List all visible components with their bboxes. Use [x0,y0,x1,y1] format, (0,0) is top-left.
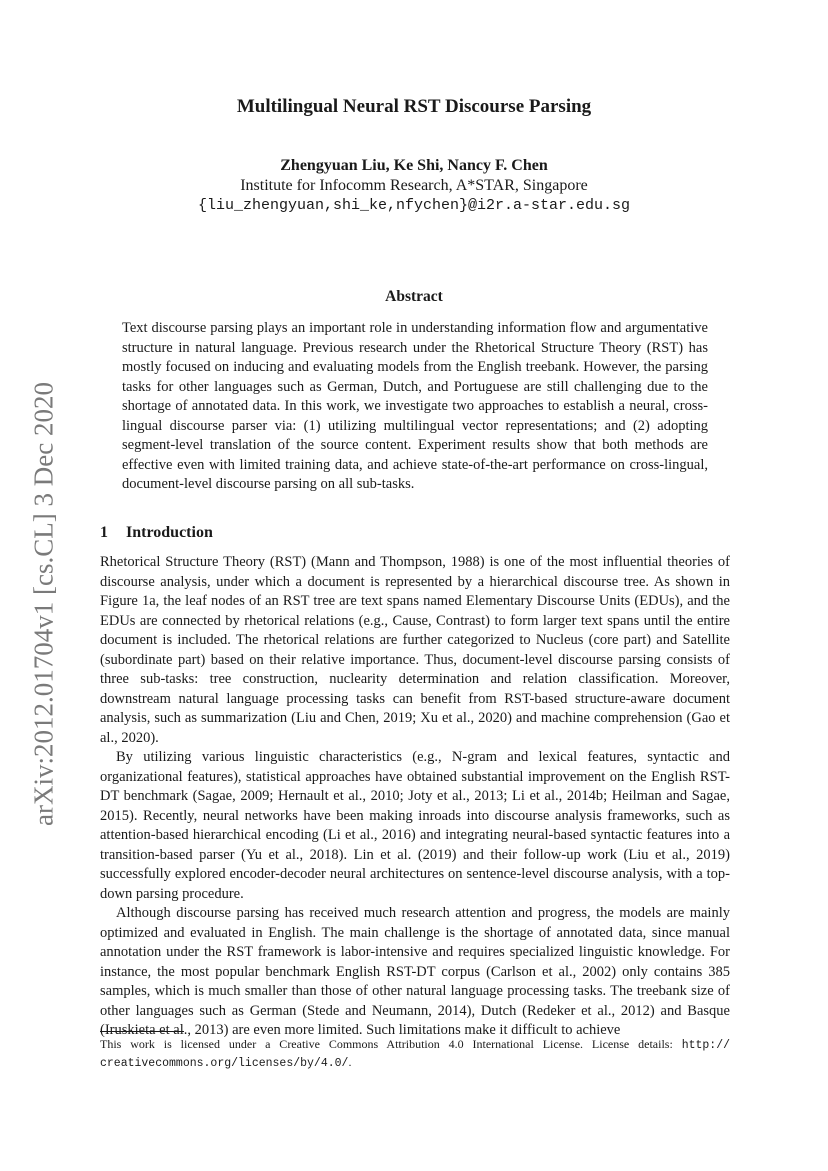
section-body [100,553,730,1041]
author-email: {liu_zhengyuan,shi_ke,nfychen}@i2r.a-star.edu.sg [197,197,631,214]
license-footnote: This work is licensed under a Creative Commons Attribution 4.0 International License. License details: http:// creativecommons.org/licenses/by/4.0/. [100,1037,730,1070]
section-number: 1 [100,524,108,541]
arxiv-stamp: arXiv:2012.01704v1 [cs.CL] 3 Dec 2020 [28,382,59,826]
author-affiliation: Institute for Infocomm Research, A*STAR, Singapore [240,177,588,194]
section-heading [100,524,213,542]
section-title: Introduction [126,524,213,541]
intro-paragraph: Although discourse parsing has received much research attention and progress, the models are mainly optimized and evaluated in English. The main challenge is the shortage of annotated data, since manual annotation under the RST framework is labor-intensive and requires specialized linguistic knowledge. For instance, the most popular benchmark English RST-DT corpus (Carlson et al., 2002) only contains 385 samples, which is much smaller than those of other natural language processing tasks. The treebank size of other languages such as German (Stede and Neumann, 2014), Dutch (Redeker et al., 2012) and Basque (Iruskieta et al., 2013) are even more limited. Such limitations make it difficult to achieve [100,905,730,1038]
paper-title: Multilingual Neural RST Discourse Parsing [236,96,592,117]
intro-paragraph: Rhetorical Structure Theory (RST) (Mann and Thompson, 1988) is one of the most influential theories of discourse analysis, under which a document is represented by a hierarchical discourse tree. As shown in Figure 1a, the leaf nodes of an RST tree are text spans named Elementary Discourse Units (EDUs), and the EDUs are connected by rhetorical relations (e.g., Cause, Contrast) to form larger text spans until the entire document is included. The rhetorical relations are further categorized to Nucleus (core part) and Satellite (subordinate part) based on their relative importance. Thus, document-level discourse parsing consists of three sub-tasks: tree construction, nuclearity determination and relation classification. Moreover, downstream natural language processing tasks can benefit from RST-based structure-aware document analysis, such as summarization (Liu and Chen, 2019; Xu et al., 2020) and machine comprehension (Gao et al., 2020). [100,554,730,746]
intro-paragraph: By utilizing various linguistic characteristics (e.g., N-gram and lexical features, syntactic and organizational features), statistical approaches have obtained substantial improvement on the English RST-DT benchmark (Sagae, 2009; Hernault et al., 2010; Joty et al., 2013; Li et al., 2014b; Heilman and Sagae, 2015). Recently, neural networks have been making inroads into discourse analysis frameworks, such as attention-based hierarchical encoding (Li et al., 2016) and integrating neural-based syntactic features into a transition-based parser (Yu et al., 2018). Lin et al. (2019) and their follow-up work (Liu et al., 2019) successfully explored encoder-decoder neural architectures on sentence-level discourse analysis, with a top-down parsing procedure. [100,749,730,902]
license-url[interactable]: http:// creativecommons.org/licenses/by/4.0/ [100,1039,730,1070]
abstract-heading: Abstract [385,288,443,305]
footnote-text: This work is licensed under a Creative Commons Attribution 4.0 International License. License details: [100,1037,682,1051]
author-names: Zhengyuan Liu, Ke Shi, Nancy F. Chen [280,157,548,174]
footnote-rule [100,1031,184,1032]
abstract-text: Text discourse parsing plays an important role in understanding information flow and argumentative structure in natural language. Previous research under the Rhetorical Structure Theory (RST) has mostly focused on inducing and evaluating models from the English treebank. However, the parsing tasks for other languages such as German, Dutch, and Portuguese are still challenging due to the shortage of annotated data. In this work, we investigate two approaches to establish a neural, cross-lingual discourse parser via: (1) utilizing multilingual vector representations; and (2) adopting segment-level translation of the source content. Experiment results show that both methods are effective even with limited training data, and achieve state-of-the-art performance on cross-lingual, document-level discourse parsing on all sub-tasks. [122,320,708,492]
author-block [0,156,828,216]
